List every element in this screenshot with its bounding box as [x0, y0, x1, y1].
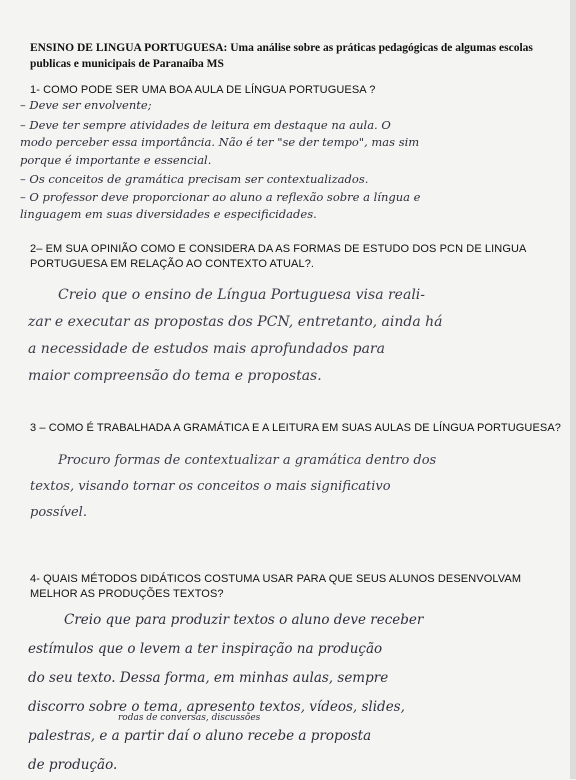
document-title: ENSINO DE LINGUA PORTUGUESA: Uma análise sobre as práticas pedagógicas de algumas escolas publicas e municipais de Paranaíba MS: [30, 42, 533, 70]
answer-line: – Deve ser envolvente;: [20, 98, 152, 112]
answer-line: zar e executar as propostas dos PCN, entretanto, ainda há: [28, 314, 443, 330]
answer-line: discorro sobre o tema, apresento textos, vídeos, slides,: [28, 699, 405, 715]
answer-line: de produção.: [28, 757, 118, 773]
answer-line: maior compreensão do tema e propostas.: [28, 368, 322, 384]
answer-line: textos, visando tornar os conceitos o mais significativo: [30, 479, 391, 494]
question-2-answer: [28, 282, 574, 390]
question-1-answer: [20, 97, 576, 224]
question-3-label: 3 – COMO É TRABALHADA A GRAMÁTICA E A LEITURA EM SUAS AULAS DE LÍNGUA PORTUGUESA?: [30, 422, 561, 434]
question-4-label: 4- QUAIS MÉTODOS DIDÁTICOS COSTUMA USAR PARA QUE SEUS ALUNOS DESENVOLVAM MELHOR AS PRODUÇÕES TEXTOS?: [30, 573, 522, 600]
answer-line: modo perceber essa importância. Não é ter "se der tempo", mas sim: [20, 135, 420, 149]
answer-line: estímulos que o levem a ter inspiração na produção: [28, 641, 383, 657]
question-3-answer: [30, 448, 574, 526]
answer-line: do seu texto. Dessa forma, em minhas aulas, sempre: [28, 670, 389, 686]
question-4-answer: [28, 606, 574, 780]
question-1-label: 1- COMO PODE SER UMA BOA AULA DE LÍNGUA PORTUGUESA ?: [30, 84, 376, 96]
answer-line: Creio que para produzir textos o aluno deve receber: [64, 612, 424, 628]
answer-line: palestras, e a partir daí o aluno recebe a proposta: [28, 728, 372, 744]
handwritten-insertion: rodas de conversas, discussões: [118, 713, 261, 723]
answer-line: a necessidade de estudos mais aprofundados para: [28, 341, 385, 357]
question-2-label: 2– EM SUA OPINIÃO COMO E CONSIDERA DA AS FORMAS DE ESTUDO DOS PCN DE LINGUA PORTUGUESA EM RELAÇÃO AO CONTEXTO ATUAL?.: [30, 243, 526, 270]
answer-line: Procuro formas de contextualizar a gramática dentro dos: [58, 453, 437, 468]
answer-line: porque é importante e essencial.: [20, 152, 212, 167]
answer-line: – O professor deve proporcionar ao aluno a reflexão sobre a língua e: [20, 189, 421, 204]
answer-line: linguagem em suas diversidades e especificidades.: [20, 207, 317, 221]
answer-line: – Os conceitos de gramática precisam ser contextualizados.: [20, 172, 369, 186]
answer-line: – Deve ter sempre atividades de leitura em destaque na aula. O: [20, 117, 391, 132]
answer-line: possível.: [30, 505, 87, 520]
answer-line: Creio que o ensino de Língua Portuguesa visa reali-: [58, 287, 426, 303]
